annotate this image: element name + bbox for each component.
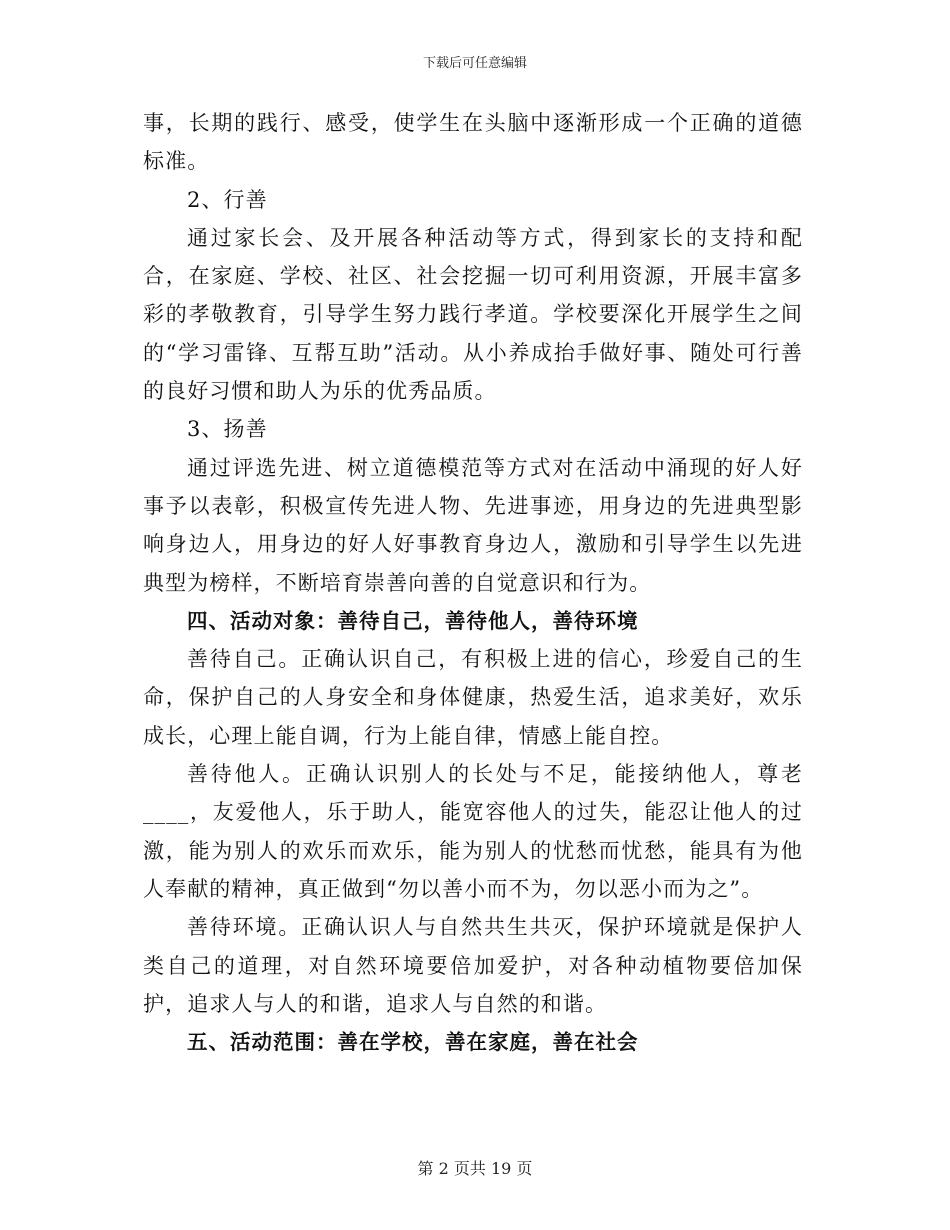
paragraph-treat-self: 善待自己。正确认识自己，有积极上进的信心，珍爱自己的生命，保护自己的人身安全和身体健康，热爱生活，追求美好，欢乐成长，心理上能自调，行为上能自律，情感上能自控。 [143,647,803,748]
paragraph-treat-others: 善待他人。正确认识别人的长处与不足，能接纳他人，尊老____，友爱他人，乐于助人，能宽容他人的过失，能忍让他人的过激，能为别人的欢乐而欢乐，能为别人的忧愁而忧愁，能具有为他人奉献的精神，真正做到“勿以善小而不为，勿以恶小而为之”。 [143,762,803,901]
section-heading-activity-scope: 五、活动范围：善在学校，善在家庭，善在社会 [187,1030,639,1055]
subheading-xingshan: 2、行善 [187,187,268,212]
page-header: 下载后可任意编辑 [422,56,527,71]
paragraph-yangshan: 通过评选先进、树立道德模范等方式对在活动中涌现的好人好事予以表彰，积极宣传先进人物、先进事迹，用身边的先进典型影响身边人，用身边的好人好事教育身边人，激励和引导学生以先进典型为榜样，不断培育崇善向善的自觉意识和行为。 [143,455,803,595]
paragraph-treat-environment: 善待环境。正确认识人与自然共生共灭，保护环境就是保护人类自己的道理，对自然环境要倍加爱护，对各种动植物要倍加保护，追求人与人的和谐，追求人与自然的和谐。 [143,915,803,1016]
paragraph-xingshan: 通过家长会、及开展各种活动等方式，得到家长的支持和配合，在家庭、学校、社区、社会挖掘一切可利用资源，开展丰富多彩的孝敬教育，引导学生努力践行孝道。学校要深化开展学生之间的“学习雷锋、互帮互助”活动。从小养成抬手做好事、随处可行善的良好习惯和助人为乐的优秀品质。 [143,225,803,404]
subheading-yangshan: 3、扬善 [187,417,268,442]
document-body [143,104,803,1061]
section-heading-activity-targets: 四、活动对象：善待自己，善待他人，善待环境 [187,608,639,633]
page-number: 第 2 页共 19 页 [417,1159,533,1178]
paragraph-continuation: 事，长期的践行、感受，使学生在头脑中逐渐形成一个正确的道德标准。 [143,111,803,174]
